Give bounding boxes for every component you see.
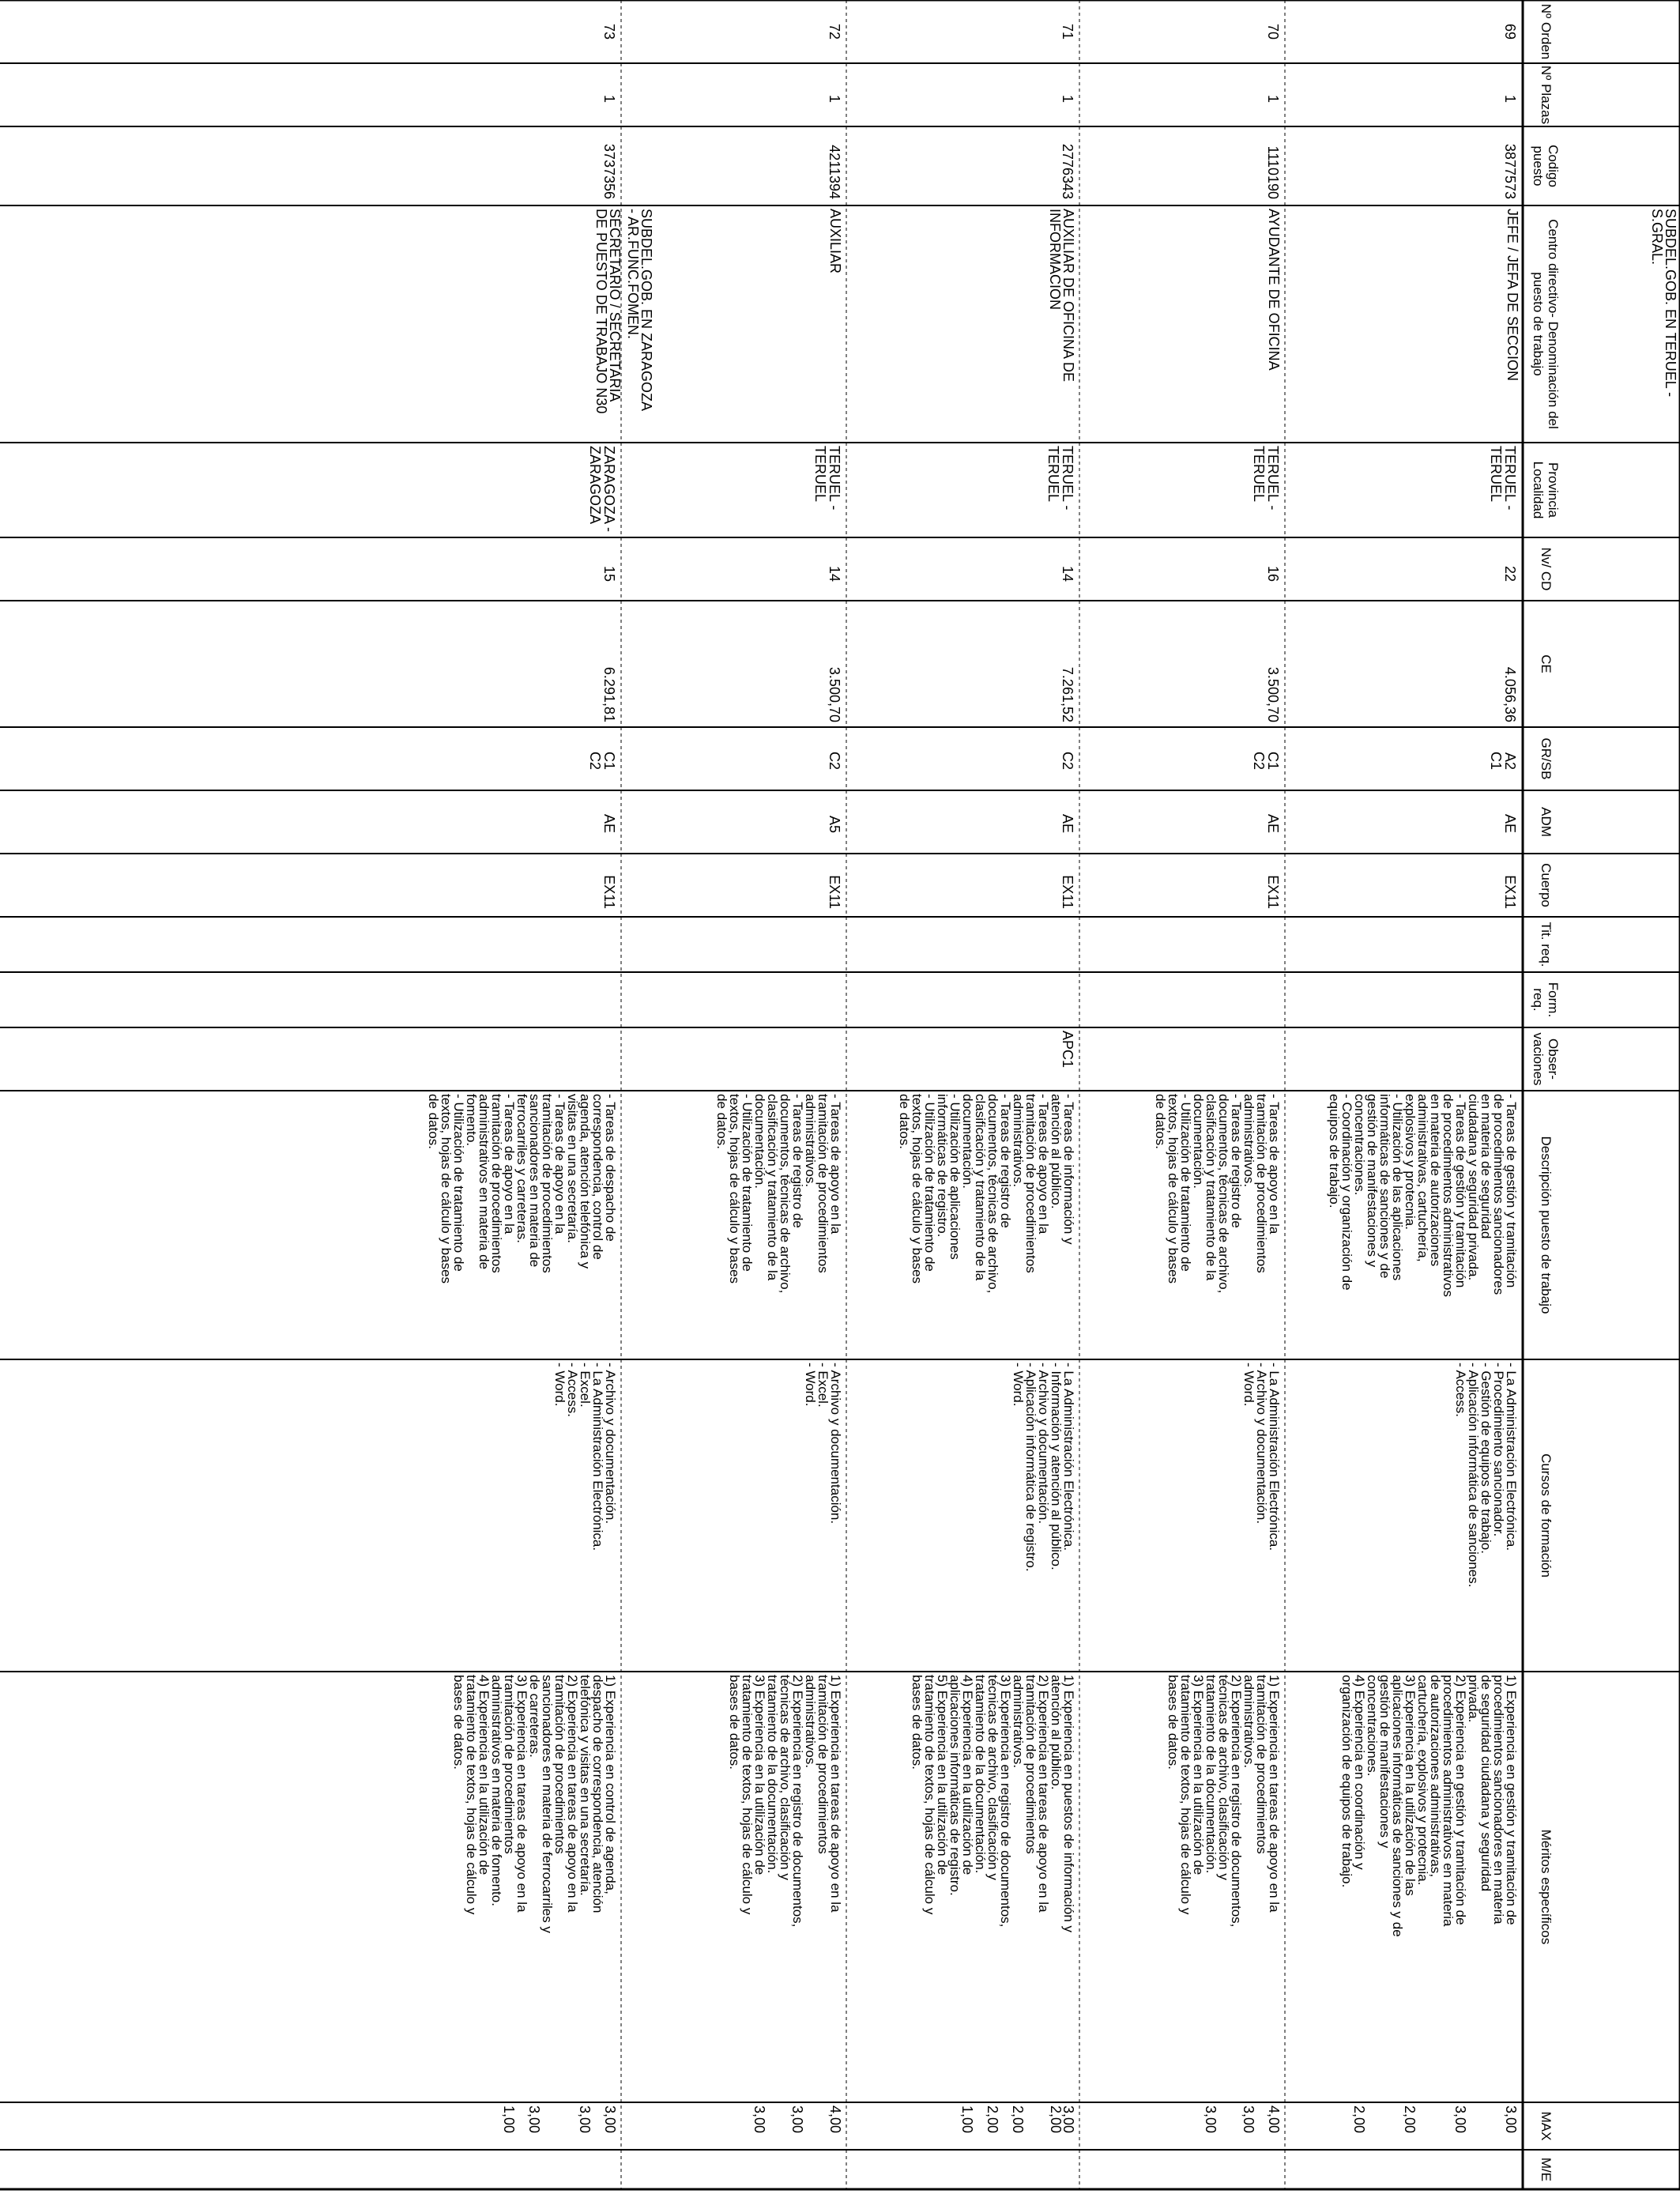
cell-plazas: 1 — [1060, 94, 1075, 103]
post-title: AYUDANTE DE OFICINA — [1266, 209, 1282, 371]
cell-grupo: C2 — [827, 751, 842, 770]
cell-plazas: 1 — [1265, 94, 1281, 103]
header-orden: Nº Orden — [1539, 3, 1554, 60]
cell-descripcion: - Tareas de información y atención al público. - Tareas de apoyo en la tramitación de procedimientos administrativos. - Tareas de registro de documentos, técnicas de archivo, clasificación y tratamiento de la documentación. - Utilización de aplicaciones informáticas de registro. - Utilización de tratamiento de textos, hojas de cálculo y bases de datos. — [897, 1094, 1076, 1294]
cell-provincia: TERUEL - TERUEL — [1251, 446, 1281, 511]
cell-adm: AE — [601, 813, 617, 833]
cell-cursos: - La Administración Electrónica. - Información y atención al público. - Archivo y documentación. - Aplicación informática de registro. - Word. — [1011, 1363, 1076, 1572]
cell-max: 3,00 3,00 2,00 2,00 — [1351, 2105, 1519, 2134]
cell-meritos: 1) Experiencia en tareas de apoyo en la tramitación de procedimientos administrativos. 2) Experiencia en registro de documentos, técnicas de archivo, clasificación y tratamiento de la documentación. 3) Experiencia en la utilización de tratamiento de textos, hojas de cálculo y bases de datos. — [727, 1675, 843, 1928]
cell-codigo: 3737356 — [601, 143, 617, 199]
header-formacion: Form. req. — [1531, 982, 1561, 1018]
cell-nivel: 14 — [827, 565, 842, 582]
cell-adm: AE — [1060, 813, 1075, 833]
cell-nivel: 15 — [601, 565, 617, 582]
header-codigo: Codigo puesto — [1531, 145, 1561, 187]
cell-codigo: 3877573 — [1502, 143, 1518, 199]
header-grupo: GR/SB — [1539, 737, 1554, 780]
cell-adm: A5 — [827, 815, 842, 833]
cell-provincia: TERUEL - TERUEL — [1488, 446, 1518, 511]
header-titulacion: Tit. req. — [1539, 922, 1554, 967]
header-observaciones: Obser- vaciones — [1531, 1032, 1561, 1086]
cell-cuerpo: EX11 — [601, 875, 617, 909]
post-title: AUXILIAR — [827, 209, 843, 274]
header-ce: CE — [1539, 654, 1554, 673]
cell-plazas: 1 — [1502, 94, 1518, 103]
cell-ce: 7.261,52 — [1060, 666, 1075, 722]
cell-grupo: C1 C2 — [1251, 751, 1281, 770]
cell-orden: 71 — [1060, 23, 1075, 40]
cell-nivel: 22 — [1502, 565, 1518, 582]
cell-meritos: 1) Experiencia en gestión y tramitación de procedimientos sancionadores en materia de seguridad ciudadana y seguridad privada. 2) Experiencia en gestión y tramitación de procedimientos administrativos en materia de autorizaciones administrativas, cartuchería, explosivos y protecnia. 3) Experiencia en la utilización de las aplicaciones informáticas de sanciones y de gestión de manifestaciones y concentraciones. 4) Experiencia en coordinación y organización de equipos de trabajo. — [1339, 1675, 1519, 1937]
cell-ce: 3.500,70 — [827, 666, 842, 722]
post-title: SECRETARIO / SECRETARIA DE PUESTO DE TRABAJO N30 — [593, 209, 623, 414]
cell-descripcion: - Tareas de despacho de correspondencia, control de agenda, atención telefónica y visitas en una secretaría. - Tareas de apoyo en la tramitación de procedimientos sancionadores en materia de ferrocarriles y carreteras. - Tareas de apoyo en la tramitación de procedimientos administrativos en materia de fomento. - Utilización de tratamiento de textos, hojas de cálculo y bases de datos. — [426, 1094, 618, 1284]
cell-meritos: 1) Experiencia en tareas de apoyo en la tramitación de procedimientos administrativos. 2) Experiencia en registro de documentos, técnicas de archivo, clasificación y tratamiento de la documentación. 3) Experiencia en la utilización de tratamiento de textos, hojas de cálculo y bases de datos. — [1166, 1675, 1282, 1928]
cell-ce: 6.291,81 — [601, 666, 617, 722]
cell-nivel: 16 — [1265, 565, 1281, 582]
cell-observaciones: APC1 — [1060, 1031, 1075, 1069]
cell-grupo: C1 C2 — [587, 751, 617, 770]
cell-grupo: A2 C1 — [1488, 751, 1518, 770]
post-title: AUXILIAR DE OFICINA DE INFORMACION — [1047, 209, 1076, 383]
cell-provincia: TERUEL - TERUEL — [1045, 446, 1075, 511]
cell-cuerpo: EX11 — [1265, 875, 1281, 909]
cell-ce: 3.500,70 — [1265, 666, 1281, 722]
cell-orden: 72 — [827, 23, 842, 40]
header-provincia: Provincia Localidad — [1531, 461, 1561, 519]
cell-plazas: 1 — [601, 94, 617, 103]
cell-ce: 4.056,36 — [1502, 666, 1518, 722]
cell-max: 3,00 2,00 2,00 2,00 1,00 — [959, 2105, 1076, 2134]
cell-cursos: - Archivo y documentación. - La Administración Electrónica. - Excel. - Access. - Word. — [552, 1363, 618, 1551]
header-descripcion: Descripción puesto de trabajo — [1539, 1136, 1554, 1314]
cell-descripcion: - Tareas de gestión y tramitación de procedimientos sancionadores en materia de seguridad ciudadana y seguridad privada. - Tareas de gestión y tramitación de procedimientos administrativos en materia de autorizaciones administrativas, cartuchería, explosivos y protecnia. - Utilización de las aplicaciones informáticas de sanciones y de gestión de manifestaciones y concentraciones. - Coordinación y organización de equipos de trabajo. — [1327, 1094, 1519, 1298]
cell-codigo: 2776343 — [1060, 143, 1075, 199]
cell-provincia: TERUEL - TERUEL — [812, 446, 842, 511]
cell-cursos: - La Administración Electrónica. - Archivo y documentación. - Word. — [1241, 1363, 1282, 1551]
header-meritos: Méritos específicos — [1539, 1829, 1554, 1945]
cell-max: 3,00 3,00 3,00 1,00 — [501, 2105, 618, 2134]
cell-codigo: 1110190 — [1265, 145, 1281, 199]
cell-cursos: - La Administración Electrónica. - Procedimiento sancionador. - Gestión de equipos de trabajo. - Aplicación informática de sanciones. - Access. — [1453, 1363, 1519, 1588]
cell-orden: 70 — [1265, 23, 1281, 40]
cell-orden: 69 — [1502, 23, 1518, 40]
cell-orden: 73 — [601, 23, 617, 40]
cell-cuerpo: EX11 — [1502, 875, 1518, 909]
unit-name: SUBDEL.GOB. EN ZARAGOZA - AR.FUNC.FOMEN. — [625, 209, 654, 412]
cell-meritos: 1) Experiencia en control de agenda, despacho de correspondencia, atención telefónica y visitas en una secretaría. 2) Experiencia en tareas de apoyo en la tramitación de procedimientos sancionadores en materia de ferrocarriles y de carreteras. 3) Experiencia en tareas de apoyo en la tramitación de procedimientos administrativos en materia de fomento. 4) Experiencia en la utilización de tratamiento de textos, hojas de cálculo y bases de datos. — [451, 1675, 618, 1933]
cell-max: 4,00 3,00 3,00 — [1203, 2105, 1282, 2134]
header-cuerpo: Cuerpo — [1539, 863, 1554, 907]
cell-grupo: C2 — [1060, 751, 1075, 770]
cell-provincia: ZARAGOZA - ZARAGOZA — [587, 446, 617, 533]
cell-meritos: 1) Experiencia en puestos de información y atención al público. 2) Experiencia en tareas de apoyo en la tramitación de procedimientos administrativos. 3) Experiencia en registro de documentos, técnicas de archivo, clasificación y tratamiento de la documentación. 4) Experiencia en la utilización de aplicaciones informáticas de registro. 5) Experiencia en la utilización de tratamiento de textos, hojas de cálculo y bases de datos. — [910, 1675, 1076, 1933]
cell-max: 4,00 3,00 3,00 — [751, 2105, 843, 2134]
header-cursos: Cursos de formación — [1539, 1453, 1554, 1578]
post-title: JEFE / JEFA DE SECCION — [1505, 209, 1520, 382]
cell-cuerpo: EX11 — [1060, 875, 1075, 909]
cell-adm: AE — [1502, 813, 1518, 833]
header-centro: Centro directivo- Denominación del puesto de trabajo — [1531, 219, 1561, 429]
cell-adm: AE — [1265, 813, 1281, 833]
cell-plazas: 1 — [827, 94, 842, 103]
header-me: M/E — [1539, 2157, 1554, 2182]
header-plazas: Nº Plazas — [1539, 65, 1554, 125]
cell-descripcion: - Tareas de apoyo en la tramitación de procedimientos administrativos. - Tareas de registro de documentos, técnicas de archivo, clasificación y tratamiento de la documentación. - Utilización de tratamiento de textos, hojas de cálculo y bases de datos. — [1153, 1094, 1282, 1294]
cell-cuerpo: EX11 — [827, 875, 842, 909]
header-adm: ADM — [1539, 807, 1554, 837]
cell-codigo: 4211394 — [827, 145, 842, 199]
header-nivel: Nv/ CD — [1539, 547, 1554, 591]
header-max: MAX — [1539, 2111, 1554, 2141]
unit-name: SUBDEL.GOB. EN TERUEL - S.GRAL. — [1649, 209, 1678, 398]
cell-descripcion: - Tareas de apoyo en la tramitación de procedimientos administrativos. - Tareas de registro de documentos, técnicas de archivo, clasificación y tratamiento de la documentación. - Utilización de tratamiento de textos, hojas de cálculo y bases de datos. — [714, 1094, 843, 1294]
cell-cursos: - Archivo y documentación. - Excel. - Word. — [803, 1363, 843, 1525]
cell-nivel: 14 — [1060, 565, 1075, 582]
